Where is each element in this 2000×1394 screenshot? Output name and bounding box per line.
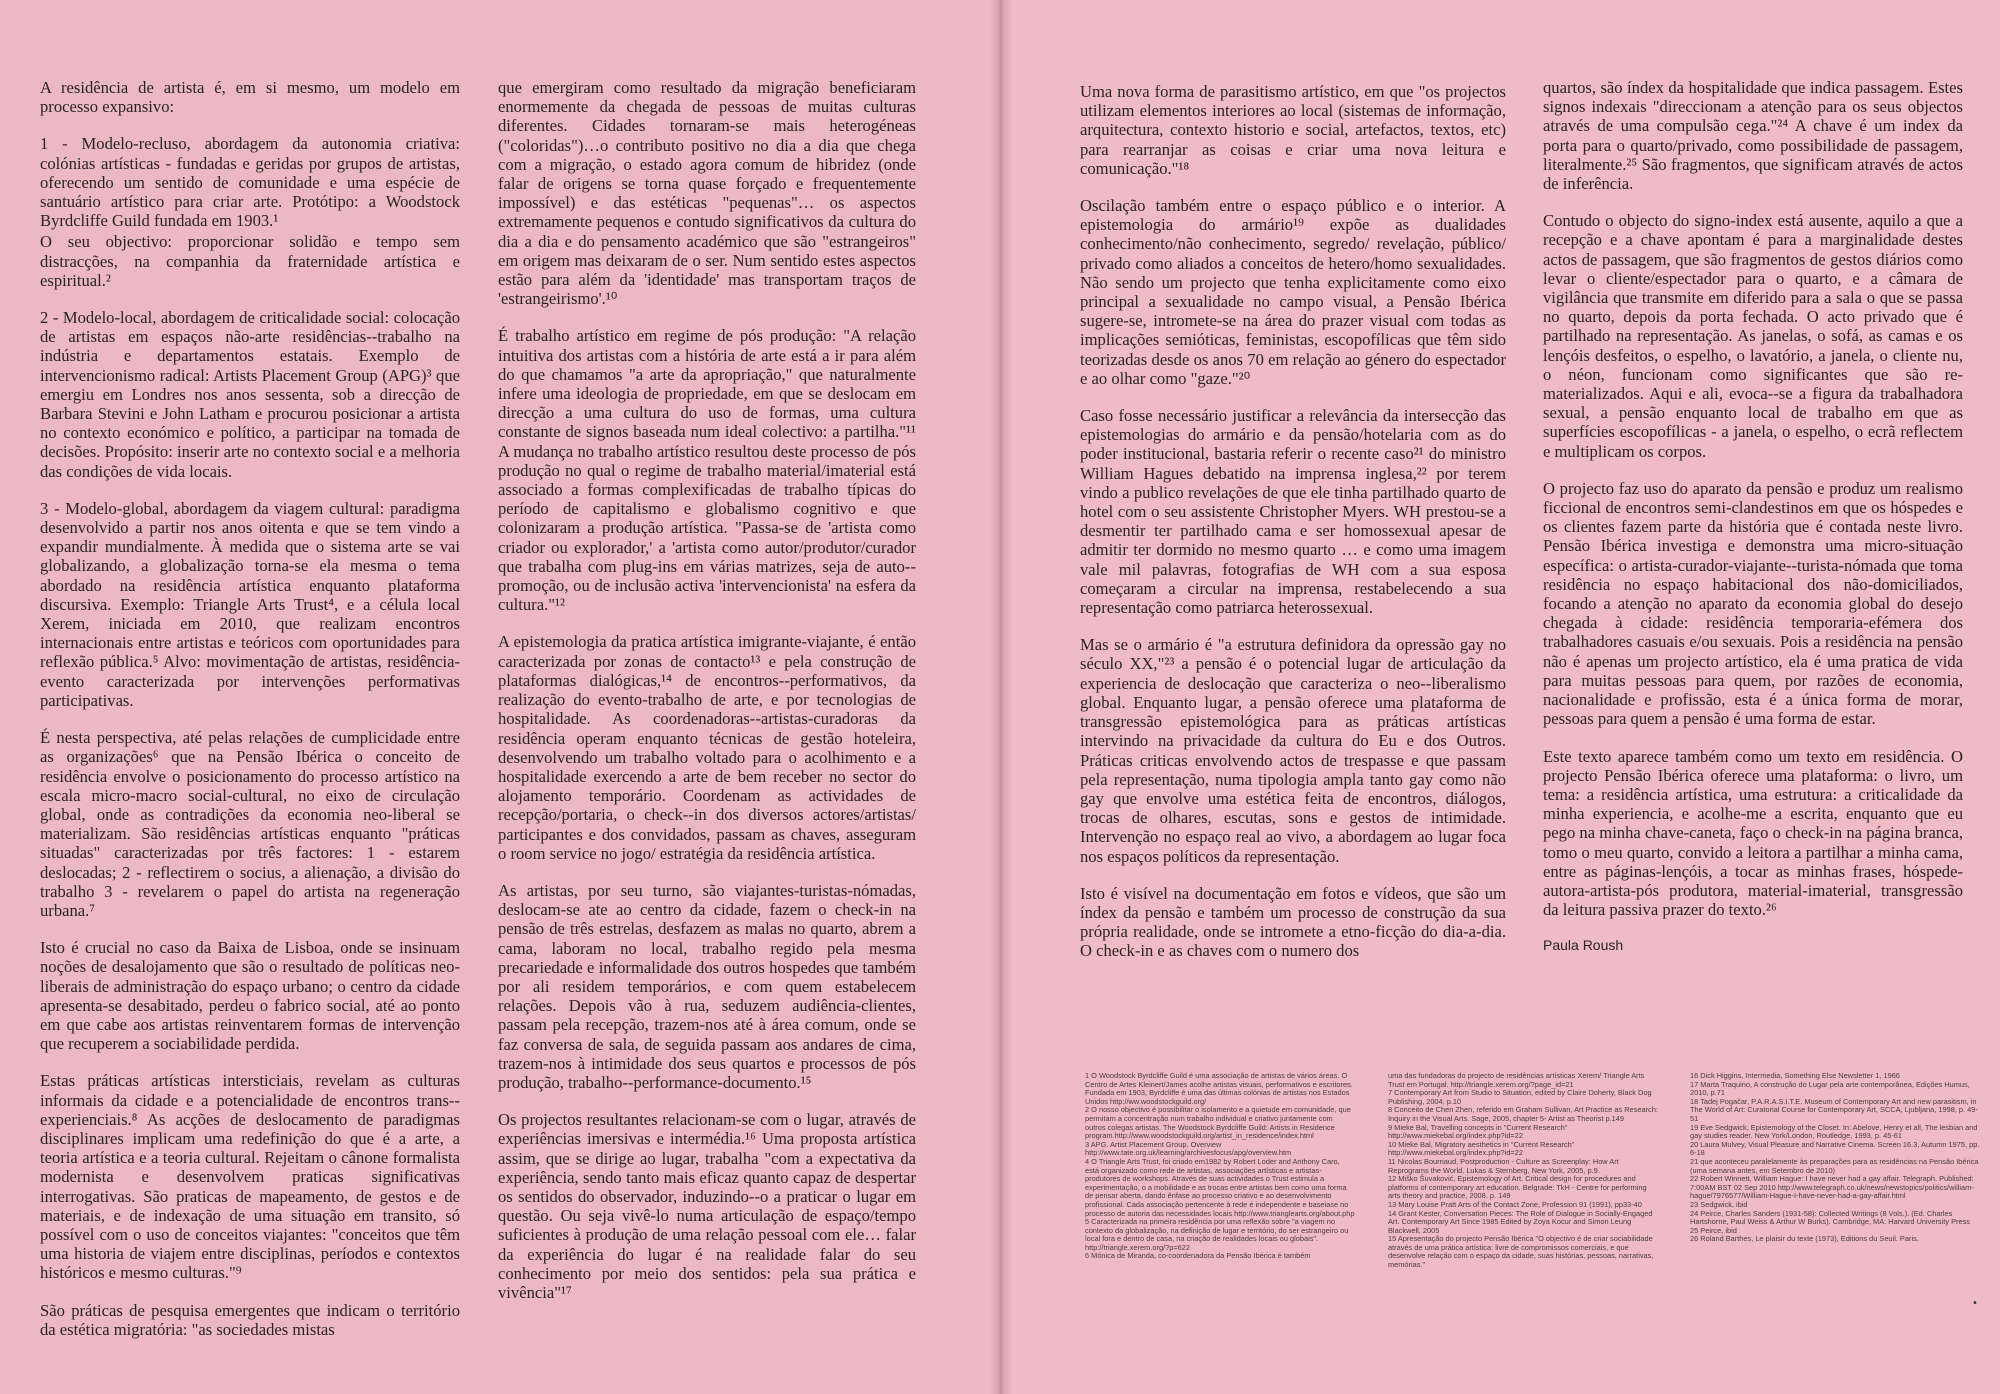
footnote: 10 Mieke Bal, Migratory aesthetics in "Current Research" http://www.miekebal.org/index.php?id=22	[1388, 1139, 1575, 1158]
paragraph: Os projectos resultantes relacionam-se com o lugar, através de experiências imersivas e intermédia.¹⁶ Uma proposta artística assim, que se dirige ao lugar, trabalha "com a expectativa da experiência, sendo tanto mais eficaz quanto capaz de despertar os sentidos do observador, induzindo--o a praticar o lugar em questão. Ou seja vivê-lo numa articulação de espaço/tempo suficientes à produção de uma relação pessoal com ele… falar da experiência do lugar é na realidade falar do seu conhecimento por meio dos sentidos: pela sua prática e vivência"¹⁷	[498, 1110, 916, 1302]
paragraph: Contudo o objecto do signo-index está ausente, aquilo a que a recepção e a chave apontam é para a marginalidade destes actos de passagem, que são fragmentos de gestos diários como levar o cliente/espectador para o quarto, e a câmara de vigilância que transmite em diferido para a sala o que se passa no quarto, depois da porta fechada. O acto privado que é partilhado na representação. As janelas, o sofá, as camas e os lençóis desfeitos, o espelho, o lavatório, a janela, o cliente nu, o néon, funcionam como significantes que são re-materializados. Aqui e ali, evoca--se a figura da trabalhadora sexual, a pensão enquanto local de trabalho em que as superfícies escopofílicas - a janela, o espelho, o ecrã reflectem e multiplicam os corpos.	[1543, 211, 1963, 461]
left-column-1	[40, 78, 460, 1357]
footnotes-column-3	[1690, 1072, 1980, 1244]
book-gutter	[990, 0, 1012, 1394]
paragraph: São práticas de pesquisa emergentes que indicam o território da estética migratória: "as sociedades mistas	[40, 1300, 460, 1339]
footnote: 25 Peirce, ibid	[1690, 1225, 1737, 1235]
footnote: 21 que aconteceu paralelamente às preparações para as residências na Pensão Ibérica (uma semana antes, em Setembro de 2010)	[1690, 1156, 1979, 1175]
paragraph: As artistas, por seu turno, são viajantes-turistas-nómadas, deslocam-se ate ao centro da cidade, fazem o check-in na pensão de três estrelas, desfazem as malas no quarto, abrem a cama, laboram no local, trabalho regido pela mesma precariedade e informalidade dos outros hospedes que também por ali residem temporários, e com quem estabelecem relações. Depois vão à rua, seduzem audiência-clientes, passam pela recepção, trazem-nos até à área comum, onde se faz conversa de sala, de seguida passam aos andares de cima, trazem-nos à intimidade dos seus quartos e processos de pós produção, trabalho--performance-documento.¹⁵	[498, 880, 916, 1092]
footnote: 14 Grant Kester, Conversation Pieces: The Role of Dialogue in Socially-Engaged Art. Contemporary Art Since 1985 Edited by Zoya Kocur and Simon Leung Blackwell, 2005	[1388, 1208, 1653, 1235]
paragraph: que emergiram como resultado da migração beneficiaram enormemente da chegada de pessoas de muitas culturas diferentes. Cidades tornaram-se mais heterogéneas ("coloridas")…o contributo positivo no dia a dia que chega com a migração, o estado agora comum de hibridez (onde falar de origens se torna quase forçado e frequentemente impossível) e das estéticas "pequenas"… os aspectos extremamente pequenos e contudo significativos da cultura do dia a dia e do pensamento académico que são "estrangeiros" em origem mas deixaram de o ser. Num sentido estes aspectos estão para além da 'identidade' mas transportam traços de 'estrangeirismo'.¹⁰	[498, 78, 916, 309]
paragraph: Isto é visível na documentação em fotos e vídeos, que são um índex da pensão e também um processo de construção da sua própria realidade, onde se intromete a etno-ficção do dia-a-dia. O check-in e as chaves com o numero dos	[1080, 883, 1506, 961]
footnote: 2 O nosso objectivo é possibilitar o isolamento e a quietude em comunidade, que permitam a concentração num trabalho individual e criativo juntamente com outros colegas artistas. The Woodstock Byrdcliffe Guild: Artists in Residence program.http://www.woodstockguild.org/artist_in_residence/index.html	[1085, 1105, 1351, 1141]
paragraph: 3 - Modelo-global, abordagem da viagem cultural: paradigma desenvolvido a partir nos anos oitenta e que se tem vindo a expandir mundialmente. À medida que o sistema arte se vai globalizando, a globalização torna-se ela mesma o tema abordado na residência artística enquanto plataforma discursiva. Exemplo: Triangle Arts Trust⁴, e a célula local Xerem, iniciada em 2010, que realizam encontros internacionais entre artistas e teóricos com oportunidades para reflexão pública.⁵ Alvo: movimentação de artistas, residência-evento caracterizada por intervenções performativas participativas.	[40, 498, 460, 710]
page-edge-mark: •	[1972, 1298, 1978, 1309]
footnote: 22 Robert Winnett, William Hague: I have never had a gay affair. Telegraph. Published: 7:00AM BST 02 Sep 2010 http://www.telegraph.co.uk/news/newstopics/politics/william-hague/7976577/William-Hague-I-have-never-had-a-gay-affair.html	[1690, 1174, 1974, 1201]
right-column-2	[1543, 78, 1963, 953]
paragraph: quartos, são índex da hospitalidade que indica passagem. Estes signos indexais "direccionam a atenção para os seus objectos através de uma compulsão cega."²⁴ A chave é um index da porta para o quarto/privado, como possibilidade de passagem, literalmente.²⁵ São fragmentos, que significam através de actos de inferência.	[1543, 78, 1963, 194]
footnote: 12 Miško Šuvaković, Epistemology of Art. Critical design for procedures and platforms of contemporary art education. Belgrade: TkH - Centre for performing arts theory and practice, 2008. p. 149	[1388, 1174, 1647, 1201]
footnote: 24 Peirce, Charles Sanders (1931-58): Collected Writings (8 Vols.). (Ed. Charles Hartshorne, Paul Weiss & Arthur W Burks). Cambridge, MA: Harvard University Press	[1690, 1208, 1970, 1227]
paragraph: 2 - Modelo-local, abordagem de criticalidade social: colocação de artistas em espaços não-arte residências--trabalho na indústria e departamentos estatais. Exemplo de intervencionismo radical: Artists Placement Group (APG)³ que emergiu em Londres nos anos sessenta, sob a direcção de Barbara Stevini e John Latham e procurou posicionar a artista no contexto económico e político, a participar na tomada de decisões. Propósito: inserir arte no contexto social e a melhoria das condições de vida locais.	[40, 308, 460, 481]
footnote: 1 O Woodstock Byrdcliffe Guild é uma associação de artistas de vários áreas. O Centro de Artes Kleinert/James acolhe artistas visuais, performativos e escritores. Fundada em 1903, Byrdcliffe é uma das últimas colónias de artistas nos Estados Unidos http://ww.woodstockguild.org/	[1085, 1071, 1353, 1106]
footnotes-column-1	[1085, 1072, 1355, 1261]
paragraph: Uma nova forma de parasitismo artístico, em que "os projectos utilizam elementos interiores ao local (sistemas de informação, arquitectura, contexto historio e social, artefactos, textos, etc) para rearranjar as coisas e criar uma nova leitura e comunicação."¹⁸	[1080, 82, 1506, 178]
paragraph: Caso fosse necessário justificar a relevância da intersecção das epistemologias do armário e da pensão/hotelaria com as do poder institucional, bastaria referir o recente caso²¹ do ministro William Hagues debatido na imprensa inglesa,²² por terem vindo a publico revelações de que ele tinha partilhado quarto de hotel com o seu assistente Christopher Myers. WH prestou-se a desmentir ter partilhado cama e ser homossexual apesar de admitir ter dormido no mesmo quarto … e como uma imagem vale mil palavras, fotografias de WH com a sua esposa começaram a circular na imprensa, restabelecendo a sua representação como patriarca heterossexual.	[1080, 406, 1506, 618]
paragraph: Oscilação também entre o espaço público e o interior. A epistemologia do armário¹⁹ expõe as dualidades conhecimento/não conhecimento, segredo/ revelação, público/ privado como aliados a conceitos de hetero/homo sexualidades. Não sendo um projecto que tenha explicitamente como eixo principal a sexualidade no campo visual, a Pensão Ibérica sugere-se, intromete-se na área do prazer visual com todas as implicações semióticas, feministas, escopofílicas que têm sido teorizadas desde os anos 70 em relação ao género do espectador e ao olhar como "gaze."²⁰	[1080, 196, 1506, 388]
footnote: 13 Mary Louise Pratt Arts of the Contact Zone, Profession 91 (1991), pp33-40	[1388, 1199, 1642, 1209]
paragraph: É trabalho artístico em regime de pós produção: "A relação intuitiva dos artistas com a história de arte está a ir para além do que chamamos "a arte da apropriação," que naturalmente infere uma ideologia de propriedade, em que se deslocam em direcção a uma cultura do uso de formas, uma cultura constante de signos baseada num ideal colectivo: a partilha."¹¹ A mudança no trabalho artístico resultou deste processo de pós produção no qual o regime de trabalho material/imaterial está associado a formas complexificadas de trabalho típicas do período de capitalismo e globalismo cognitivo e que colonizaram a produção artística. "Passa-se de 'artista como criador ou explorador,' a 'artista como autor/produtor/curador que trabalha com plug-ins em várias matrizes, seja de auto--promoção, ou de inclusão activa 'intervencionista' na esfera da cultura."¹²	[498, 326, 916, 615]
author-signature: Paula Roush	[1543, 937, 1624, 954]
paragraph: A epistemologia da pratica artística imigrante-viajante, é então caracterizada por zonas de contacto¹³ e pela construção de plataformas dialógicas,¹⁴ de encontros--performativos, da realização do evento-trabalho de arte, e por tecnologias de hospitalidade. As coordenadoras--artistas-curadoras da residência operam enquanto técnicas de gestão hoteleira, desenvolvendo um trabalho voltado para o acolhimento e a hospitalidade exercendo a arte de bem receber no sector do alojamento temporário. Coordenam as actividades de recepção/portaria, o check--in dos diversos actores/artistas/ participantes e dos convidados, passam as chaves, asseguram o room service no jogo/ estratégia da residência artística.	[498, 632, 916, 863]
footnote: 19 Eve Sedgwick, Epistemology of the Closet. In: Abelove, Henry et all, The lesbian and gay studies reader. New York/London, Routledge, 1993, p. 45-61	[1690, 1122, 1978, 1141]
paragraph: É nesta perspectiva, até pelas relações de cumplicidade entre as organizações⁶ que na Pensão Ibérica o conceito de residência envolve o posicionamento do processo artístico na escala micro-macro social-cultural, no eixo de circulação global, onde as contradições da economia neo-liberal se materializam. São residências artísticas enquanto "práticas situadas" caracterizadas por três factores: 1 - estarem deslocadas; 2 - reflectirem o socius, a alienação, a divisão do trabalho 3 - revelarem o papel do artista na regeneração urbana.⁷	[40, 728, 460, 920]
footnote: 20 Laura Mulvey, Visual Pleasure and Narrative Cinema. Screen 16.3, Autumn 1975, pp. 6-18	[1690, 1139, 1980, 1158]
footnote: 26 Roland Barthes, Le plaisir du texte (1973), Editions du Seuil. Paris.	[1690, 1234, 1919, 1244]
footnote: 16 Dick Higgins, Intermedia, Something Else Newsletter 1, 1966	[1690, 1071, 1900, 1080]
paragraph: Isto é crucial no caso da Baixa de Lisboa, onde se insinuam noções de desalojamento que são o resultado de políticas neo-liberais de administração do espaço urbano; o centro da cidade apresenta-se desabitado, perdeu o fabrico social, até ao ponto em que cabe aos artistas reinventarem formas de intervenção que recuperem a sociabilidade perdida.	[40, 938, 460, 1054]
footnote: 8 Conceito de Chen Zhen, referido em Graham Sullivan, Art Practice as Research: Inquiry in the Visual Arts. Sage, 2005, chapter 5- Artist as Theorist p.149	[1388, 1105, 1658, 1123]
footnote: 11 Nicolas Bourriaud, Postproduction - Culture as Screenplay: How Art Reprograms the World, Lukas & Sternberg, New York, 2005, p.9.	[1388, 1156, 1619, 1175]
footnote: 6 Mónica de Miranda, co-coordenadora da Pensão Ibérica é também	[1085, 1251, 1311, 1261]
left-column-2	[498, 78, 916, 1320]
paragraph: Este texto aparece também como um texto em residência. O projecto Pensão Ibérica oferece uma plataforma: o livro, um tema: a residência artística, uma estrutura: a criticalidade da minha experiencia, e acolhe-me a escrita, enquanto que eu pego na minha chave-caneta, faço o check-in na página branca, tomo o meu quarto, convido a leitora a partilhar a minha cama, entre as páginas-lençóis, a tocar as minhas frases, hóspede-autora-artista-pós produtora, material-imaterial, transgressão da leitura passiva prazer do texto.²⁶	[1543, 746, 1963, 920]
footnote: 7 Contemporary Art from Studio to Situation, edited by Claire Doherty, Black Dog Publishing, 2004, p.10	[1388, 1088, 1652, 1106]
footnote: 9 Mieke Bal, Travelling concepts in "Current Research" http://www.miekebal.org/index.php?id=22	[1388, 1122, 1568, 1141]
paragraph: Mas se o armário é "a estrutura definidora da opressão gay no século XX,"²³ a pensão é o potencial lugar de articulação da experiencia de deslocação que caracteriza o neo--liberalismo global. Enquanto lugar, a pensão oferece uma plataforma de transgressão epistemológica para as práticas artísticas intervindo na privacidade da cultura do Eu e dos Outros. Práticas criticas envolvendo actos de trespasse e que passam pela representação, numa tipologia ampla tanto gay como não gay que envolve uma estética feita de encontros, diálogos, trocas de olhares, escutas, sons e gestos de intimidade. Intervenção no espaço real ao vivo, a abordagem ao lugar foca nos espaços políticos da representação.	[1080, 635, 1506, 866]
paragraph: Estas práticas artísticas intersticiais, revelam as culturas informais da cidade e a potencialidade de encontros trans--experienciais.⁸ As acções de deslocamento de paradigmas disciplinares implicam uma redefinição do que é a arte, a teoria artística e a teoria cultural. Rejeitam o cânone formalista modernista e desenvolvem praticas significativas interrogativas. São praticas de mapeamento, de gestos e de materiais, e de indexação de uma situação em transito, só possível com o uso de conceitos viajantes: "conceitos que têm uma historia de viajem entre disciplinas, períodos e contextos históricos e mesmo culturas."⁹	[40, 1071, 460, 1283]
paragraph: O seu objectivo: proporcionar solidão e tempo sem distracções, na companhia da fraternidade artística e espiritual.²	[40, 232, 460, 290]
footnote: 23 Sedgwick, ibid	[1690, 1199, 1748, 1209]
footnote: 4 O Triangle Arts Trust, foi criado em1982 by Robert Loder and Anthony Caro, está organizado como rede de artistas, associações artísticas e artistas-produtores de workshops. Através de suas actividades o Trust estimula a experimentação, o a mobilidade e as trocas entre artistas bem como uma forma de pensar aberta, dando ênfase ao processo criativo e ao desenvolvimento profissional. Cada associação pertencente à rede é independente e baseiase no processo de autoria das necessidades locais http://www.trianglearts.org/about.php	[1085, 1156, 1355, 1218]
paragraph: A residência de artista é, em si mesmo, um modelo em processo expansivo:	[40, 78, 460, 117]
footnote: 17 Marta Traquino, A construção do Lugar pela arte contemporânea, Edições Humus, 2010, p.71	[1690, 1079, 1970, 1098]
right-column-1	[1080, 82, 1506, 979]
footnote: 5 Caracterizada na primeira residência por uma reflexão sobre "a viagem no contexto da globalização, na definição de lugar e território, do ser estrangeiro ou local fora e dentro de casa, na criação de realidades locais ou globais". http://triangle.xerem.org/?p=622	[1085, 1217, 1349, 1252]
footnote: 18 Tadej Pogačar, P.A.R.A.S.I.T.E. Museum of Contemporary Art and new parasitism, in The World of Art: Curatorial Course for Contemporary Art, SCCA, Ljubljana, 1998, p. 49-51	[1690, 1096, 1978, 1123]
paragraph: O projecto faz uso do aparato da pensão e produz um realismo ficcional de encontros semi-clandestinos em que os hóspedes e os clientes fazem parte da história que é contada neste livro. Pensão Ibérica investiga e demonstra uma micro-situação específica: o artista-curador-viajante--turista-nómada que toma residência no espaço habitacional dos não-domiciliados, focando a atenção no aparato da economia global do desejo chegada à cidade: residência temporaria-efémera dos trabalhadores casuais e/ou sexuais. Pois a residência na pensão não é apenas um projecto artístico, ela é uma pratica de vida para muitas pessoas para quem, por razões de economia, nacionalidade e profissão, esta é a única forma de morar, pessoas para quem a pensão é uma forma de estar.	[1543, 478, 1963, 729]
paragraph: 1 - Modelo-recluso, abordagem da autonomia criativa: colónias artísticas - fundadas e geridas por grupos de artistas, oferecendo um sentido de comunidade e uma espécie de santuário artístico para criar arte. Protótipo: a Woodstock Byrdcliffe Guild fundada em 1903.¹	[40, 134, 460, 231]
footnote: 3 APG. Artist Placement Group. Overview http://www.tate.org.uk/learning/archivesfocus/apg/overview.htm	[1085, 1139, 1292, 1158]
footnote: 15 Apresentação do projecto Pensão Ibérica "O objectivo é de criar sociabilidade através de uma prática artística: livre de compromissos comerciais, e que desenvolve relação com o espaço da cidade, suas histórias, pessoas, narrativas, memórias."	[1388, 1234, 1654, 1270]
footnotes-column-2	[1388, 1072, 1658, 1270]
footnote: uma das fundadoras do projecto de residências artísticas Xerem/ Triangle Arts Trust em Portugal. http://triangle.xerem.org/?page_id=21	[1388, 1071, 1645, 1089]
